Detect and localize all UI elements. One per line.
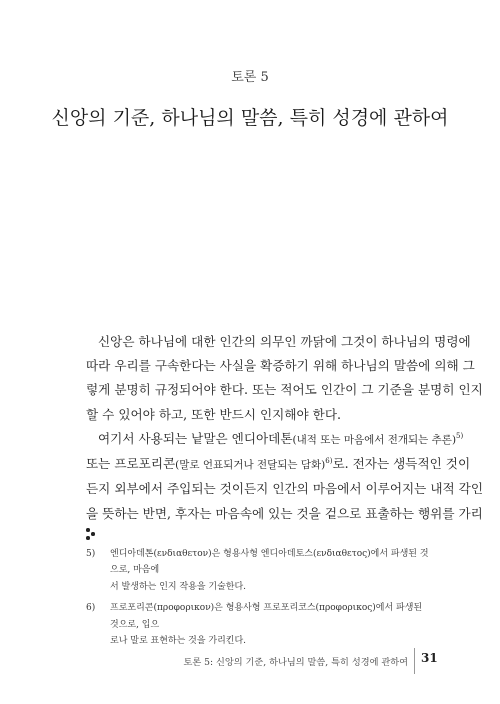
paragraph-line: 렇게 분명히 규정되어야 한다. 또는 적어도 인간이 그 기준을 분명히 인지 bbox=[86, 382, 483, 398]
footnote-ref-6[interactable]: 6) bbox=[325, 457, 333, 466]
footnote-line: 로나 말로 표현하는 것을 가리킨다. bbox=[110, 636, 247, 647]
section-label: 토론 5 bbox=[231, 70, 269, 85]
paragraph-2 bbox=[86, 427, 483, 526]
parenthetical-note: (내적 또는 마음에서 전개되는 추론) bbox=[292, 434, 457, 446]
footnote-ref-5[interactable]: 5) bbox=[456, 431, 464, 440]
footer-divider bbox=[414, 648, 415, 674]
text-run: 로. 전자는 생득적인 것이 bbox=[332, 456, 471, 472]
footnote-5 bbox=[86, 546, 430, 595]
paragraph-line bbox=[86, 427, 464, 452]
paragraph-line: 신앙은 하나님에 대한 인간의 의무인 까닭에 그것이 하나님의 명령에 bbox=[98, 334, 471, 349]
chapter-title: 신앙의 기준, 하나님의 말씀, 특히 성경에 관하여 bbox=[51, 106, 449, 129]
running-footer: 토론 5: 신앙의 기준, 하나님의 말씀, 특히 성경에 관하여 bbox=[183, 657, 408, 668]
footnote-6 bbox=[86, 600, 430, 649]
footnote-line: 서 발생하는 인지 작용을 기술한다. bbox=[110, 581, 247, 592]
paragraph-1 bbox=[86, 330, 483, 427]
paragraph-line: 따라 우리를 구속한다는 사실을 확증하기 위해 하나님의 말씀에 의해 그 bbox=[86, 358, 475, 374]
text-run: 또는 프로포리콘 bbox=[86, 456, 176, 472]
paragraph-line: 을 뜻하는 반면, 후자는 마음속에 있는 것을 겉으로 표출하는 행위를 가리 bbox=[86, 505, 483, 521]
text-run: 여기서 사용되는 낱말은 엔디아데톤 bbox=[98, 431, 293, 446]
page-number: 31 bbox=[421, 651, 438, 665]
footnote-line: 프로포리콘(προφορικον)은 형용사형 프로포리코스(προφορικος)에서 파생된 것으로, 입으 bbox=[110, 603, 423, 630]
paragraph-line: 할 수 있어야 하고, 또한 반드시 인지해야 한다. bbox=[86, 406, 342, 422]
footnote-number: 6) bbox=[86, 603, 96, 614]
footnotes bbox=[86, 546, 430, 654]
parenthetical-note: (말로 언표되거나 전달되는 담화) bbox=[175, 459, 326, 472]
paragraph-line bbox=[86, 452, 471, 477]
paragraph-line: 든지 외부에서 주입되는 것이든지 인간의 마음에서 이루어지는 내적 각인 bbox=[86, 481, 483, 497]
footnote-number: 5) bbox=[86, 549, 96, 559]
footnote-line: 엔디아데톤(ενδιαθετον)은 형용사형 엔디아데토스(ενδιαθετος)에서 파생된 것으로, 마음에 bbox=[110, 549, 429, 576]
